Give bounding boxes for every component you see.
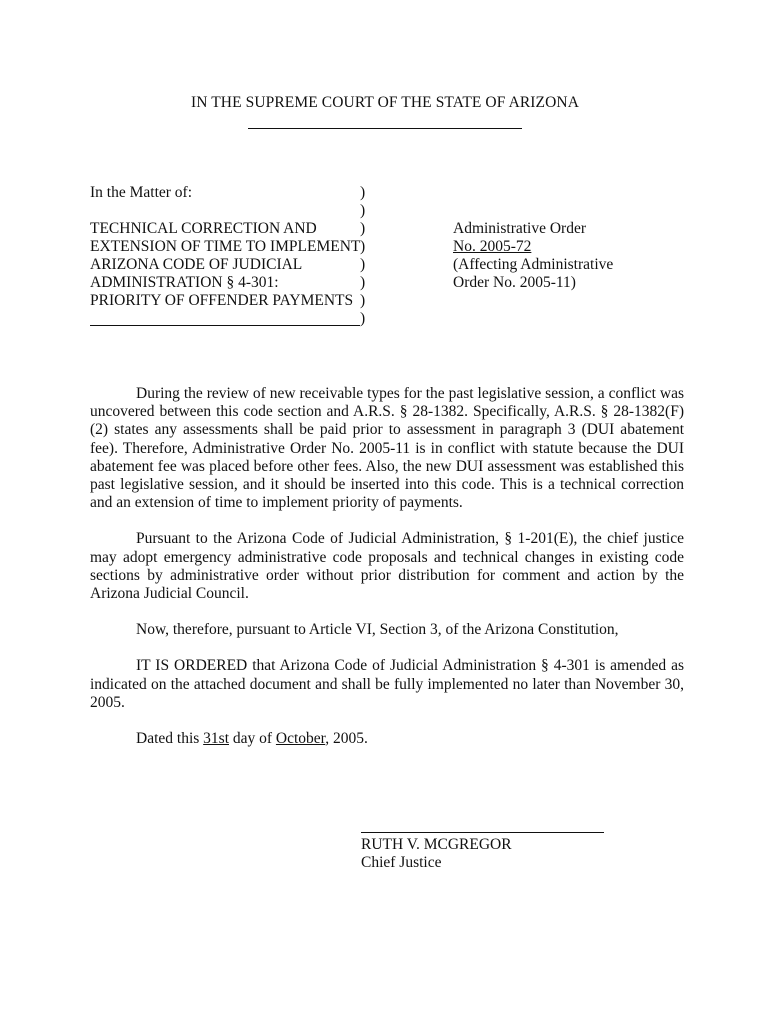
order-body [90,385,684,766]
paragraph-pursuant: Pursuant to the Arizona Code of Judicial Administration, § 1-201(E), the chief justice may adopt emergency administrative code proposals and technical changes in existing code sections by administrative order without prior distribution for comment and action by the Arizona Judicial Council. [90,530,684,603]
paragraph-review: During the review of new receivable types for the past legislative session, a conflict was uncovered between this code section and A.R.S. § 28-1382. Specifically, A.R.S. § 28-1382(F)(2) states any assessments shall be paid prior to assessment in paragraph 3 (DUI abatement fee). Therefore, Administrative Order No. 2005-11 is in conflict with statute because the DUI abatement fee was placed before other fees. Also, the new DUI assessment was established this past legislative session, and it should be inserted into this code. This is a technical correction and an extension of time to implement priority of payments. [90,385,684,512]
caption-text: PRIORITY OF OFFENDER PAYMENTS [90,292,354,309]
caption-paren: ) [360,274,366,291]
caption-paren: ) [360,202,366,219]
administrative-order-block [453,220,613,292]
dated-line [90,730,684,748]
caption-line [90,274,365,292]
caption-paren: ) [360,238,366,255]
caption-paren: ) [360,256,366,273]
order-affecting: (Affecting Administrative [453,256,614,273]
paragraph-it-is-ordered: IT IS ORDERED that Arizona Code of Judicial Administration § 4-301 is amended as indicated on the attached document and shall be fully implemented no later than November 30, 2005. [90,657,684,711]
caption-text: EXTENSION OF TIME TO IMPLEMENT [90,238,361,255]
paragraph-now-therefore: Now, therefore, pursuant to Article VI, Section 3, of the Arizona Constitution, [136,621,619,639]
dated-middle: day of [232,730,273,748]
caption-text: ARIZONA CODE OF JUDICIAL [90,256,303,273]
dated-month: October [275,730,326,748]
dated-suffix: , 2005. [325,730,368,748]
caption-paren: ) [360,184,366,201]
caption-underline [90,310,360,326]
order-number: No. 2005-72 [453,238,532,255]
caption-text: ADMINISTRATION § 4-301: [90,274,279,291]
title-underline [248,128,522,129]
dated-day: 31st [203,730,229,748]
signatory-title: Chief Justice [361,854,442,871]
caption-line [90,184,365,202]
caption-line [90,220,365,238]
order-label: Administrative Order [453,220,587,237]
caption-line [90,256,365,274]
caption-paren: ) [360,292,366,309]
case-caption [90,184,365,328]
order-affecting-number: Order No. 2005-11) [453,274,576,291]
caption-line [90,292,365,310]
dated-prefix: Dated this [136,730,200,748]
caption-line [90,238,365,256]
caption-text [90,202,360,220]
caption-paren: ) [360,220,366,237]
caption-line [90,310,365,328]
caption-line [90,202,365,220]
caption-matter: In the Matter of: [90,184,193,201]
court-title: IN THE SUPREME COURT OF THE STATE OF ARIZONA [190,94,580,111]
caption-paren: ) [360,310,366,327]
signature-line [361,832,604,833]
caption-text: TECHNICAL CORRECTION AND [90,220,317,237]
signatory-name: RUTH V. MCGREGOR [361,836,512,853]
